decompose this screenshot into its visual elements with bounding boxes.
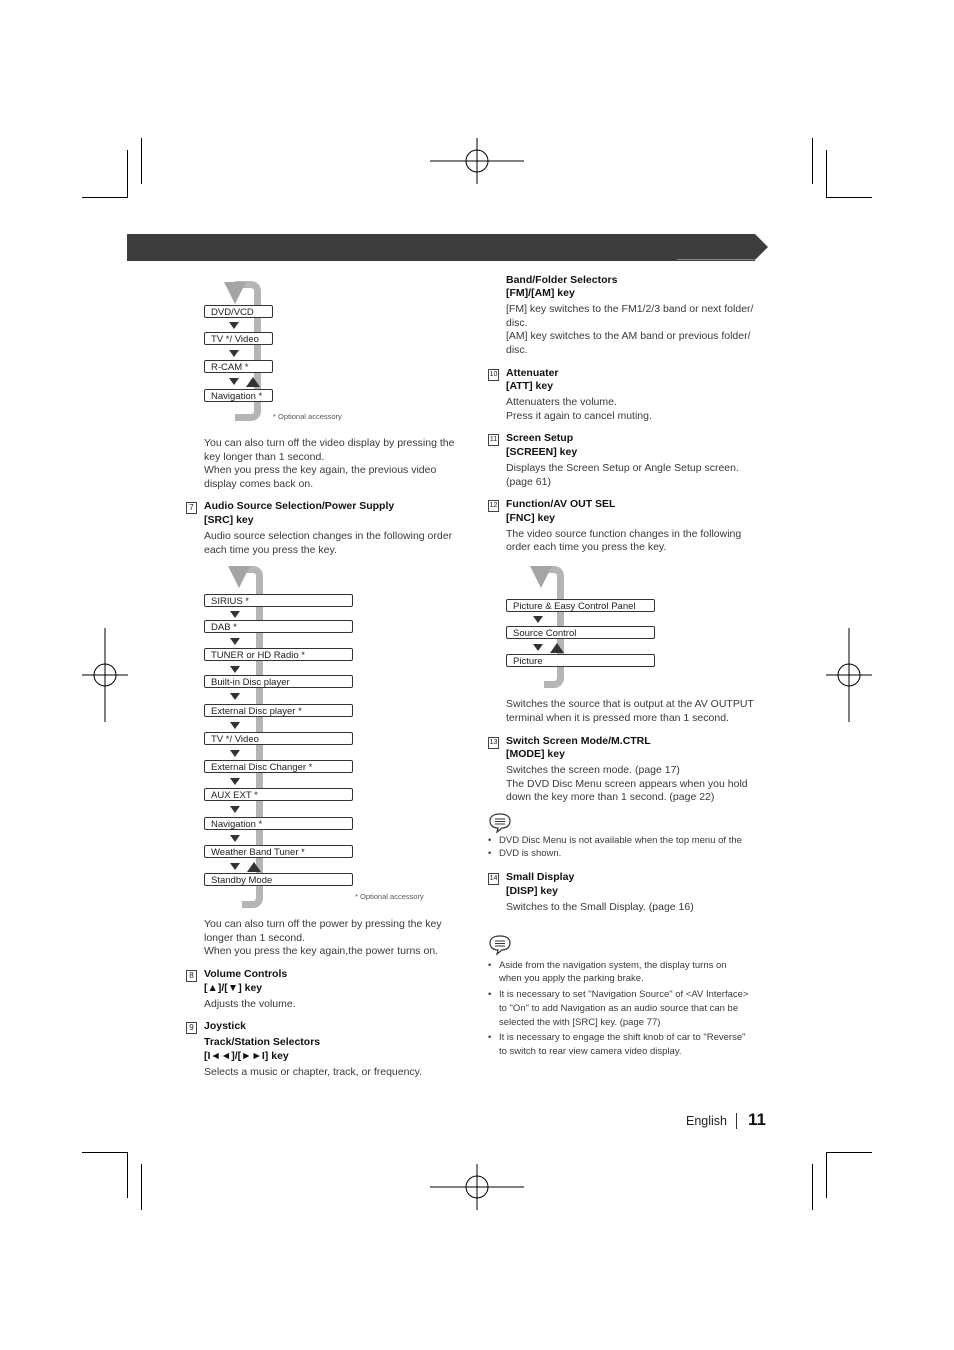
section-key: [DISP] key: [506, 885, 558, 897]
note-icon: [488, 934, 512, 956]
flow-item: DAB *: [204, 620, 353, 633]
flow-item: Source Control: [506, 626, 655, 639]
section-number: 7: [186, 502, 197, 514]
section-number: 14: [488, 873, 499, 885]
section-subtitle: Track/Station Selectors: [204, 1036, 321, 1048]
flow-item: External Disc Changer *: [204, 760, 353, 773]
flow-item: Navigation *: [204, 817, 353, 830]
page-number: 11: [748, 1110, 766, 1129]
section-number: 8: [186, 970, 197, 982]
flow-item: Standby Mode: [204, 873, 353, 886]
flow-item: R-CAM *: [204, 360, 273, 373]
section-number: 12: [488, 500, 499, 512]
section-title: Function/AV OUT SEL: [506, 498, 616, 510]
registration-mark-left: [82, 628, 128, 722]
section-key: [I◄◄]/[►►I] key: [204, 1050, 289, 1062]
section-title: Attenuater: [506, 367, 559, 379]
section-title: Screen Setup: [506, 432, 574, 444]
section-key: [SRC] key: [204, 514, 254, 526]
section-number: 10: [488, 369, 499, 381]
footer-language: English: [686, 1114, 727, 1128]
section-key: [▲]/[▼] key: [204, 982, 263, 994]
flow-item: Picture & Easy Control Panel: [506, 599, 655, 612]
note-icon: [488, 812, 512, 834]
section-number: 11: [488, 434, 499, 446]
section-title: Audio Source Selection/Power Supply: [204, 500, 395, 512]
flow-item: Navigation *: [204, 389, 273, 402]
section-number: 9: [186, 1022, 197, 1034]
flow-item: Built-in Disc player: [204, 675, 353, 688]
section-key: [FM]/[AM] key: [506, 287, 575, 299]
footer-divider: [736, 1113, 737, 1129]
flow-item: External Disc player *: [204, 704, 353, 717]
optional-accessory-note: * Optional accessory: [355, 892, 424, 901]
registration-mark-right: [826, 628, 872, 722]
section-number: 13: [488, 737, 499, 749]
section-key: [ATT] key: [506, 380, 554, 392]
flow-item: Picture: [506, 654, 655, 667]
section-title: Joystick: [204, 1020, 247, 1032]
flow-item: TV */ Video: [204, 732, 353, 745]
section-title: Volume Controls: [204, 968, 288, 980]
section-title: Switch Screen Mode/M.CTRL: [506, 735, 651, 747]
registration-mark-top: [430, 138, 524, 184]
section-key: [FNC] key: [506, 512, 556, 524]
section-key: [SCREEN] key: [506, 446, 578, 458]
flow-item: DVD/VCD: [204, 305, 273, 318]
registration-mark-bottom: [430, 1164, 524, 1210]
flow-item: TUNER or HD Radio *: [204, 648, 353, 661]
flow-item: SIRIUS *: [204, 594, 353, 607]
flow-item: AUX EXT *: [204, 788, 353, 801]
flow-item: TV */ Video: [204, 332, 273, 345]
section-title: Band/Folder Selectors: [506, 274, 618, 286]
flow-item: Weather Band Tuner *: [204, 845, 353, 858]
section-title: Small Display: [506, 871, 575, 883]
section-key: [MODE] key: [506, 748, 565, 760]
optional-accessory-note: * Optional accessory: [273, 412, 342, 421]
